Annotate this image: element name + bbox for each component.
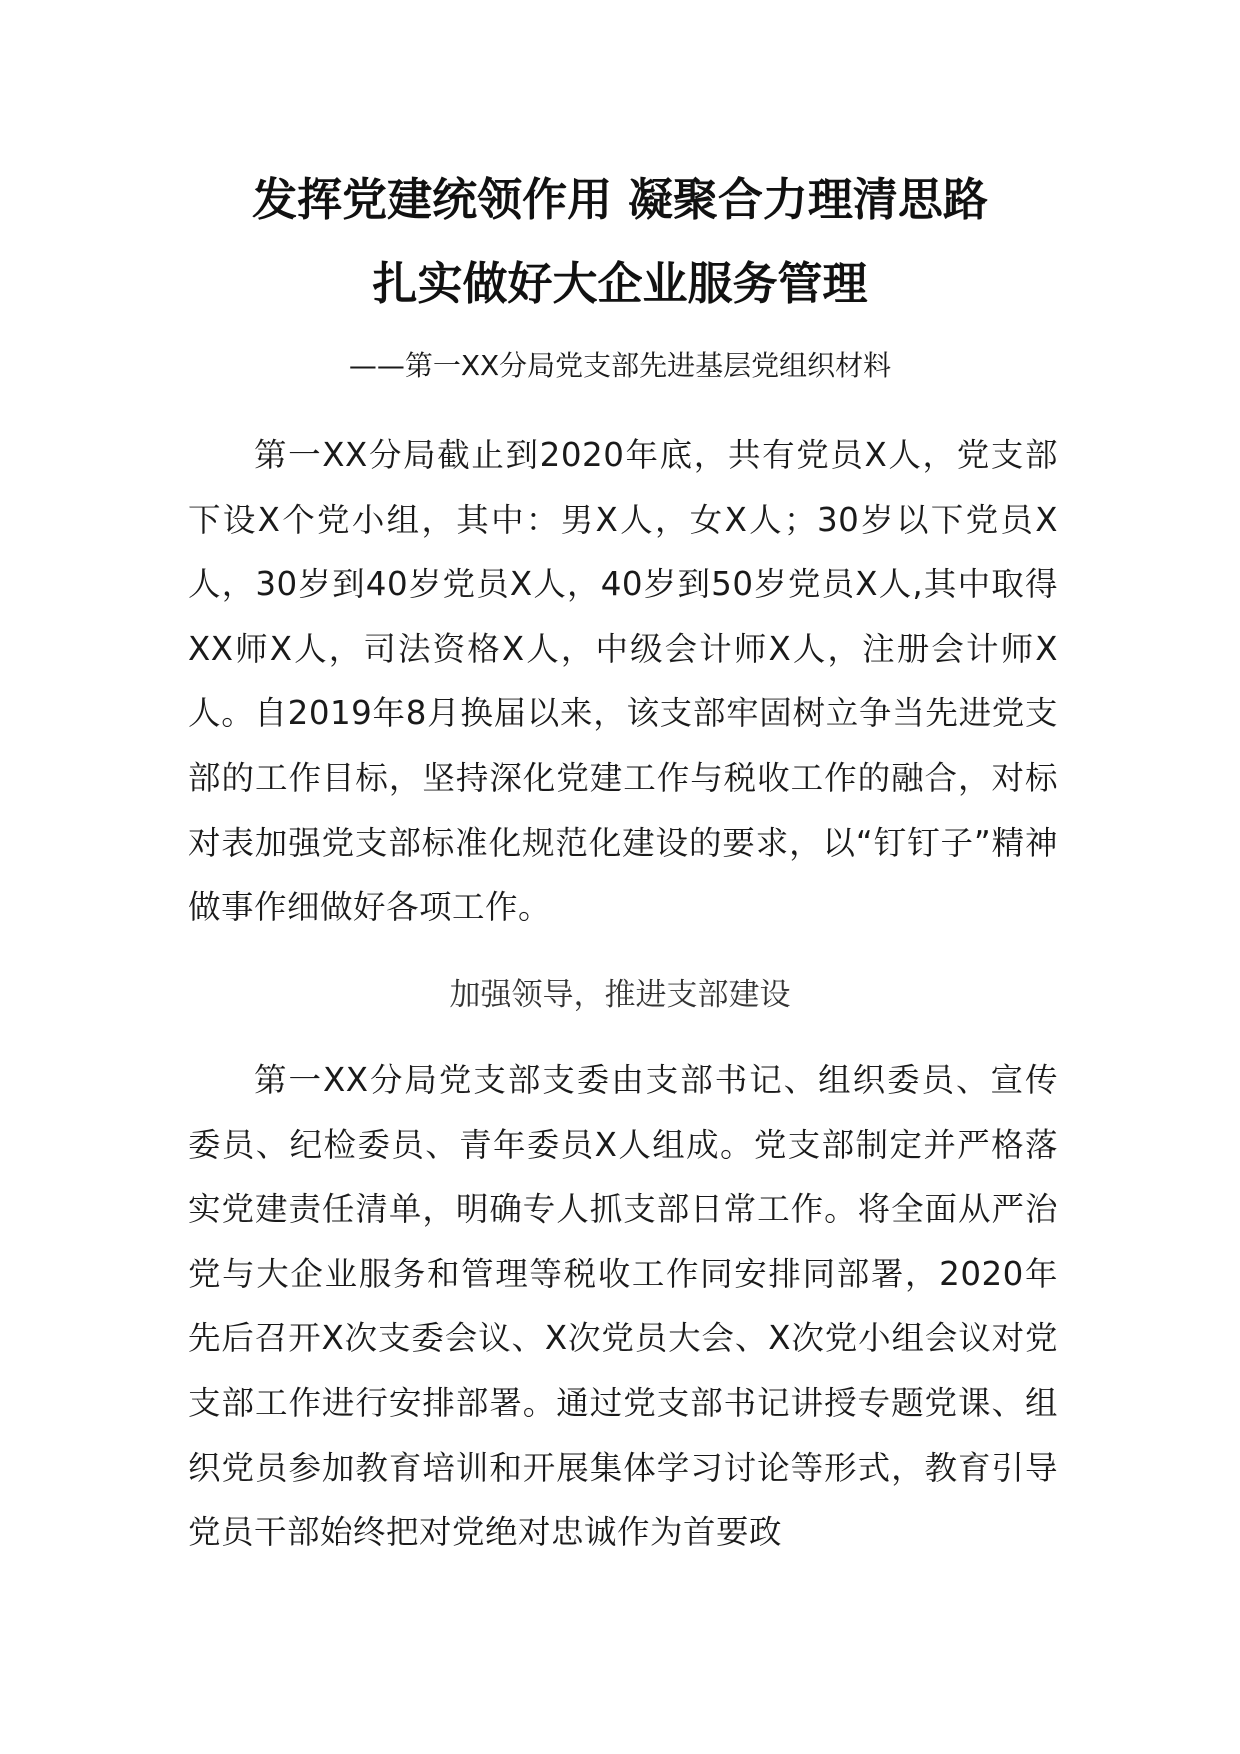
document-title-line1: 发挥党建统领作用 凝聚合力理清思路 xyxy=(252,173,988,226)
section-heading-1: 加强领导，推进支部建设 xyxy=(449,977,791,1013)
document-title-line2: 扎实做好大企业服务管理 xyxy=(372,257,868,310)
document-subtitle: ——第一XX分局党支部先进基层党组织材料 xyxy=(348,349,892,382)
body-paragraph-1: 第一XX分局截止到2020年底，共有党员X人，党支部下设X个党小组，其中：男X人，女X人；30岁以下党员X人，30岁到40岁党员X人，40岁到50岁党员X人,其中取得XX师X人，司法资格X人，中级会计师X人，注册会计师X人。自2019年8月换届以来，该支部牢固树立争当先进党支部的工作目标，坚持深化党建工作与税收工作的融合，对标对表加强党支部标准化规范化建设的要求，以“钉钉子”精神做事作细做好各项工作。 xyxy=(188,436,1058,927)
body-paragraph-2: 第一XX分局党支部支委由支部书记、组织委员、宣传委员、纪检委员、青年委员X人组成。党支部制定并严格落实党建责任清单，明确专人抓支部日常工作。将全面从严治党与大企业服务和管理等税收工作同安排同部署，2020年先后召开X次支委会议、X次党员大会、X次党小组会议对党支部工作进行安排部署。通过党支部书记讲授专题党课、组织党员参加教育培训和开展集体学习讨论等形式，教育引导党员干部始终把对党绝对忠诚作为首要政 xyxy=(188,1061,1058,1552)
